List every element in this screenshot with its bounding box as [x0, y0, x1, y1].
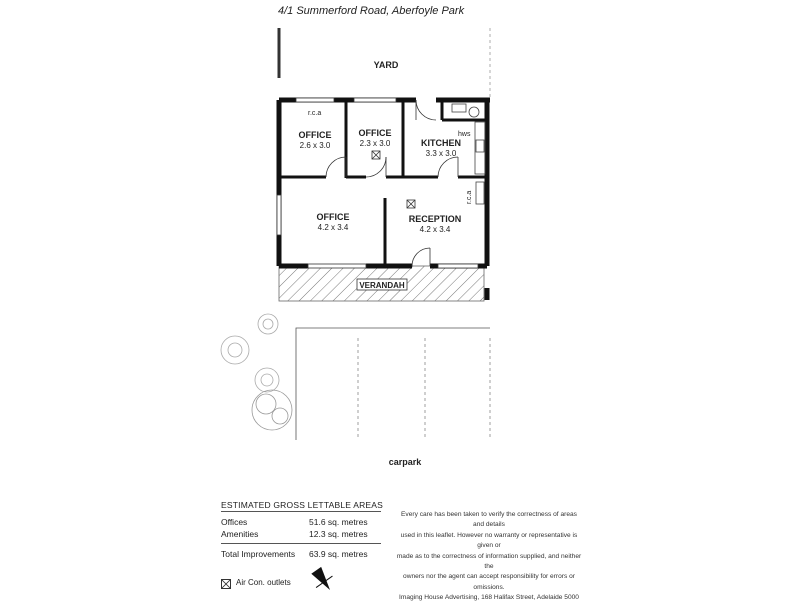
interior-walls	[281, 100, 487, 264]
area-total-value: 63.9 sq. metres	[309, 549, 368, 559]
area-value: 51.6 sq. metres	[309, 517, 368, 527]
area-label: Offices	[221, 517, 248, 527]
room-name: RECEPTION	[408, 214, 462, 224]
hws-unit	[469, 107, 479, 117]
area-value: 12.3 sq. metres	[309, 529, 368, 539]
north-arrow-icon	[311, 567, 335, 594]
aircon-outlet-icon	[221, 579, 231, 589]
carpark-lines	[296, 328, 490, 440]
hws-label: hws	[458, 131, 471, 138]
area-total-label: Total Improvements	[221, 549, 296, 559]
room-dims: 2.6 x 3.0	[299, 141, 331, 150]
tree-icon	[221, 336, 249, 364]
room-name: OFFICE	[358, 128, 392, 138]
legend-label: Air Con. outlets	[236, 578, 291, 587]
room-dims: 4.2 x 3.4	[317, 223, 349, 232]
disclaimer-line: made as to the correctness of information supplied, and neither the	[396, 552, 582, 571]
aircon-outlet-icon	[372, 151, 380, 159]
disclaimer-line: used in this leaflet. However no warranty or representative is given or	[400, 531, 578, 550]
carpark-label: carpark	[388, 457, 422, 467]
kitchen-bench	[475, 122, 485, 174]
tree-icon	[252, 390, 292, 430]
disclaimer	[396, 510, 582, 604]
areas-title: ESTIMATED GROSS LETTABLE AREAS	[221, 500, 384, 510]
room-name: KITCHEN	[421, 138, 461, 148]
aircon-outlet-icon	[407, 200, 415, 208]
yard-label: YARD	[373, 60, 399, 70]
room-name: OFFICE	[298, 130, 332, 140]
plan-title: 4/1 Summerford Road, Aberfoyle Park	[278, 5, 465, 17]
windows	[277, 98, 478, 268]
disclaimer-line: owners nor the agent can accept responsibility for errors or omissions.	[403, 573, 575, 591]
areas-divider	[221, 511, 381, 512]
room-dims: 4.2 x 3.4	[419, 225, 451, 234]
sink	[452, 104, 466, 112]
room-dims: 3.3 x 3.0	[425, 149, 457, 158]
area-label: Amenities	[221, 529, 259, 539]
rca-unit-side	[466, 182, 484, 204]
areas-divider	[221, 543, 381, 544]
room-name: OFFICE	[316, 212, 350, 222]
tree-icon	[255, 368, 279, 392]
disclaimer-line: Every care has been taken to verify the correctness of areas and details	[401, 511, 577, 529]
tree-icon	[258, 314, 278, 334]
room-dims: 2.3 x 3.0	[359, 139, 391, 148]
disclaimer-line: Imaging House Advertising, 168 Halifax Street, Adelaide 5000	[399, 594, 579, 602]
rca-label-top: r.c.a	[308, 110, 322, 117]
verandah-label: VERANDAH	[359, 281, 405, 290]
rca-label-side: r.c.a	[466, 190, 473, 204]
